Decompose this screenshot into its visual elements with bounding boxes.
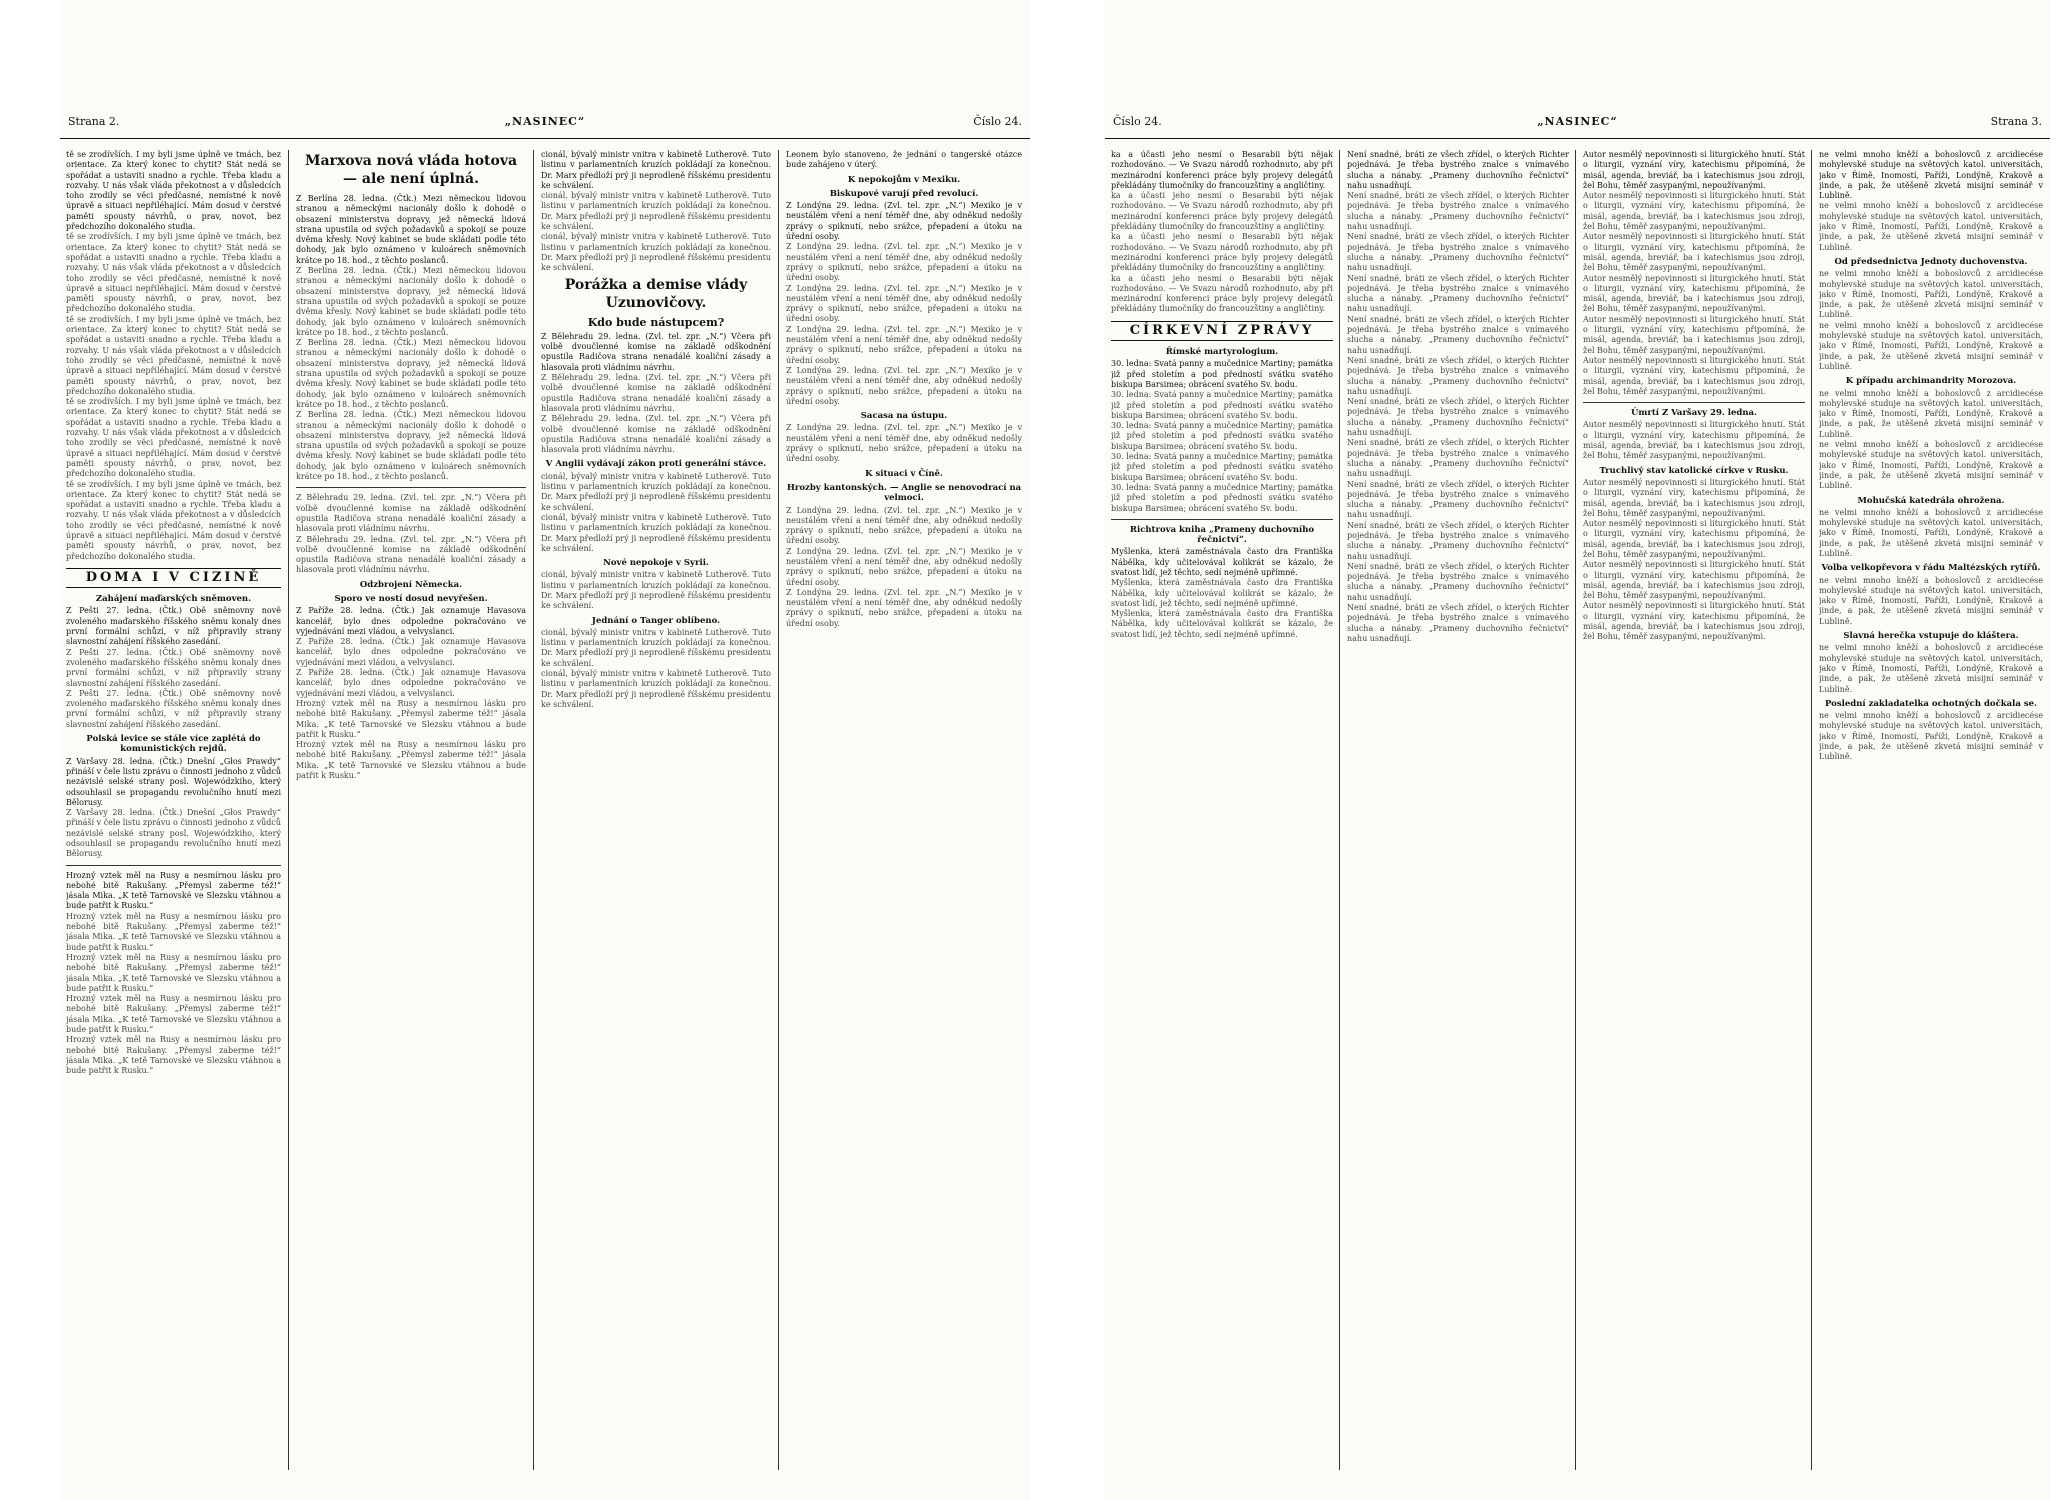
column-rule [778, 150, 779, 1470]
article-text: Není snadné, bráti ze všech zřídel, o kterých Richter pojednává. Je třeba bystrého znalce s vnímavého slucha a nánaby. „Prameny duchovního řečnictví“ nahu usnadňují. [1347, 150, 1569, 190]
column-rule [1575, 150, 1576, 1470]
article-subhead: Římské martyrologium. [1165, 347, 1279, 358]
divider [1111, 519, 1333, 520]
story-text-filler: Hrozný vztek měl na Rusy a nesmírnou lásku pro nebohé bitě Rakušany. „Přemysl zaberme též!“ jásala Mika. „K tetě Tarnovské ve Slezsku vtáhnou a bude patřit k Rusku.“ [66, 994, 281, 1035]
article-text-filler: ne velmi mnoho kněží a bohoslovců z arcidiecése mohylevské studuje na světových katol. universitách, jako v Římě, Inomostí, Paříži, Londýně, Krakově a jinde, a pak, že utěšeně zkvetá misijní seminář v Lublině. [1819, 320, 2043, 371]
article-text: Leonem bylo stanoveno, že jednání o tangerské otázce bude zahájeno v úterý. [786, 150, 1022, 170]
article-text-filler: Z Paříže 28. ledna. (Čtk.) Jak oznamuje Havasova kancelář, bylo dnes odpoledne pokračováno ve vyjednávání mezi vládou, a velvyslanci. [296, 637, 526, 667]
column-rule [288, 150, 289, 1470]
article-text-filler: cionál, bývalý ministr vnitra v kabinetě Lutherově. Tuto listinu v parlamentních kruzích pokládají za konečnou. Dr. Marx předloží prý ji neprodleně říšskému presidentu ke schválení. [541, 627, 771, 668]
article-text-filler: ne velmi mnoho kněží a bohoslovců z arcidiecése mohylevské studuje na světových katol. universitách, jako v Římě, Inomostí, Paříži, Londýně, Krakově a jinde, a pak, že utěšeně zkvetá misijní seminář v Lublině. [1819, 643, 2043, 694]
article-text: cionál, bývalý ministr vnitra v kabinetě Lutherově. Tuto listinu v parlamentních kruzích pokládají za konečnou. Dr. Marx předloží prý ji neprodleně říšskému presidentu ke schválení. [541, 150, 771, 190]
article-text-filler: Z Bělehradu 29. ledna. (Zvl. tel. zpr. „N.“) Včera při volbě dvoučlenné komise na základě odškodnění opustila Radičova strana nenadálé koaliční zásady a hlasovala proti vládnímu návrhu. [541, 414, 771, 455]
article-headline: Porážka a demise vlády Uzunovičovy. [564, 276, 748, 311]
article-text-filler: ne velmi mnoho kněží a bohoslovců z arcidiecése mohylevské studuje na světových katol. universitách, jako v Římě, Inomostí, Paříži, Londýně, Krakově a jinde, a pak, že utěšeně zkvetá misijní seminář v Lublině. [1819, 269, 2043, 320]
article-text-filler: ne velmi mnoho kněží a bohoslovců z arcidiecése mohylevské studuje na světových katol. universitách, jako v Římě, Inomostí, Paříži, Londýně, Krakově a jinde, a pak, že utěšeně zkvetá misijní seminář v Lublině. [1819, 507, 2043, 558]
right-column-1 [1111, 150, 1333, 1470]
article-text-filler: Z Londýna 29. ledna. (Zvl. tel. zpr. „N.“) Mexiko je v neustálém vření a není téměř dne, aby odněkud nedošly zprávy o spiknutí, nebo srážce, přepadení a útoku na úřední osoby. [786, 242, 1022, 283]
header-rule [60, 138, 1030, 139]
article-subhead-2: Sporo ve ností dosud nevyřešen. [334, 593, 488, 604]
article-subhead: Volba velkopřevora v řádu Maltézských rytířů. [1821, 563, 2041, 574]
masthead-title: „NASINEC“ [1537, 115, 1618, 128]
article-text: Z Paříže 28. ledna. (Čtk.) Jak oznamuje Havasova kancelář, bylo dnes odpoledne pokračováno ve vyjednávání mezi vládou, a velvyslanci. [296, 606, 526, 636]
article-text-filler: cionál, bývalý ministr vnitra v kabinetě Lutherově. Tuto listinu v parlamentních kruzích pokládají za konečnou. Dr. Marx předloží prý ji neprodleně říšskému presidentu ke schválení. [541, 471, 771, 512]
article-subhead: Sacasa na ústupu. [860, 411, 948, 422]
article-text-filler: Z Berlína 28. ledna. (Čtk.) Mezi německou lidovou stranou a německými nacionály došlo k dohodě o obsazení ministerstva dopravy, jež německá lidová strana upustila od svých požadavků a spokojí se pouze dvěma křesly. Nový kabinet se bude skládati podle této dohody, jak bylo oznámeno v kuloárech sněmovních krátce po 18. hod., z těchto poslanců. [296, 410, 526, 482]
left-column-4 [786, 150, 1022, 1470]
article-text-filler: Z Londýna 29. ledna. (Zvl. tel. zpr. „N.“) Mexiko je v neustálém vření a není téměř dne, aby odněkud nedošly zprávy o spiknutí, nebo srážce, přepadení a útoku na úřední osoby. [786, 283, 1022, 324]
article-text-filler: Z Londýna 29. ledna. (Zvl. tel. zpr. „N.“) Mexiko je v neustálém vření a není téměř dne, aby odněkud nedošly zprávy o spiknutí, nebo srážce, přepadení a útoku na úřední osoby. [786, 505, 1022, 546]
right-page [1105, 0, 2050, 1500]
divider [296, 487, 526, 488]
article-subhead: Úmrtí Z Varšavy 29. ledna. [1630, 408, 1758, 419]
column-rule [533, 150, 534, 1470]
article-text-filler: ne velmi mnoho kněží a bohoslovců z arcidiecése mohylevské studuje na světových katol. universitách, jako v Římě, Inomostí, Paříži, Londýně, Krakově a jinde, a pak, že utěšeně zkvetá misijní seminář v Lublině. [1819, 388, 2043, 439]
article-text-filler: Z Berlína 28. ledna. (Čtk.) Mezi německou lidovou stranou a německými nacionály došlo k dohodě o obsazení ministerstva dopravy, jež německá lidová strana upustila od svých požadavků a spokojí se pouze dvěma křesly. Nový kabinet se bude skládati podle této dohody, jak bylo oznámeno v kuloárech sněmovních krátce po 18. hod., z těchto poslanců. [296, 266, 526, 337]
article-text-filler: Z Bělehradu 29. ledna. (Zvl. tel. zpr. „N.“) Včera při volbě dvoučlenné komise na základě odškodnění opustila Radičova strana nenadálé koaliční zásady a hlasovala proti vládnímu návrhu. [296, 493, 526, 534]
article-text: Z Berlína 28. ledna. (Čtk.) Mezi německou lidovou stranou a německými nacionály došlo k dohodě o obsazení ministerstva dopravy, jež německá lidová strana upustila od svých požadavků a spokojí se pouze dvěma křesly. Nový kabinet se bude skládati podle této dohody, jak bylo oznámeno v kuloárech sněmovních krátce po 18. hod., z těchto poslanců. [296, 194, 526, 265]
article-text-filler: Autor nesmělý nepovinnosti si liturgického hnutí. Stát o liturgii, vyznání víry, katechismu připomíná, že misál, agenda, breviář, ba i katechismus jsou zdroji, žel Bohu, těměř zasypanými, nepoužívanými. [1583, 273, 1805, 314]
article-text-filler: Není snadné, bráti ze všech zřídel, o kterých Richter pojednává. Je třeba bystrého znalce s vnímavého slucha a nánaby. „Prameny duchovního řečnictví“ nahu usnadňují. [1347, 438, 1569, 479]
article-subhead-2: Biskupové varují před revolucí. [829, 188, 979, 199]
page-number-label: Strana 3. [1990, 115, 2042, 128]
article-text-filler: 30. ledna: Svatá panny a mučednice Martiny; památka již před stoletím a pod předností svátku svatého biskupa Barsimea; obrácení svatého Sv. bodu. [1111, 421, 1333, 451]
article-text-filler: Autor nesmělý nepovinnosti si liturgického hnutí. Stát o liturgii, vyznání víry, katechismu připomíná, že misál, agenda, breviář, ba i katechismus jsou zdroji, žel Bohu, těměř zasypanými, nepoužívanými. [1583, 191, 1805, 232]
article-text-filler: Autor nesmělý nepovinnosti si liturgického hnutí. Stát o liturgii, vyznání víry, katechismu připomíná, že misál, agenda, breviář, ba i katechismus jsou zdroji, žel Bohu, těměř zasypanými, nepoužívanými. [1583, 560, 1805, 601]
article-text-filler: Z Varšavy 28. ledna. (Čtk.) Dnešní „Głos Prawdy“ přináší v čele listu zprávu o činnosti jednoho z vůdců nezávislé selské strany posl. Wojewódzkiho, který odsouhlasil se propagandu revolučního hnutí mezi Bělorusy. [66, 808, 281, 859]
article-text-filler: cionál, bývalý ministr vnitra v kabinetě Lutherově. Tuto listinu v parlamentních kruzích pokládají za konečnou. Dr. Marx předloží prý ji neprodleně říšskému presidentu ke schválení. [541, 570, 771, 611]
article-subhead: Jednání o Tanger oblíbeno. [591, 615, 721, 626]
article-text-filler: 30. ledna: Svatá panny a mučednice Martiny; památka již před stoletím a pod předností svátku svatého biskupa Barsimea; obrácení svatého Sv. bodu. [1111, 452, 1333, 482]
article-text-filler: Autor nesmělý nepovinnosti si liturgického hnutí. Stát o liturgii, vyznání víry, katechismu připomíná, že misál, agenda, breviář, ba i katechismus jsou zdroji, žel Bohu, těměř zasypanými, nepoužívanými. [1583, 355, 1805, 396]
page-number-label: Strana 2. [68, 115, 120, 128]
article-text-filler: Z Bělehradu 29. ledna. (Zvl. tel. zpr. „N.“) Včera při volbě dvoučlenné komise na základě odškodnění opustila Radičova strana nenadálé koaliční zásady a hlasovala proti vládnímu návrhu. [541, 373, 771, 413]
issue-number: Číslo 24. [1113, 115, 1162, 128]
issue-number: Číslo 24. [973, 115, 1022, 128]
article-subhead: K nepokojům v Mexiku. [847, 174, 961, 185]
article-subhead: Mohučská katedrála ohrožena. [1857, 495, 2005, 506]
article-subhead: Truchlivý stav katolické církve v Rusku. [1599, 465, 1789, 476]
article-text-filler: tě se zrodívších. I my byli jsme úplně ve tmách, bez orientace. Za který konec to chytit? Stát nedá se spořádat a ustaviti snadno a rychle. Třeba kladu a rozvahy. U nás však vláda překotnost a v důsledcích toho zrodily se věci předčasné, nemístné k nově úpravě a situaci nepřiléhající. Mám dosud v čerstvé paměti spousty návrhů, o prav, novot, bez předchozího dokonalého studia. [66, 314, 281, 396]
article-text-filler: Myšlenka, která zaměstnávala často dra Františka Nábělka, kdy učitelovával kolikrát se kázalo, že svatost lidí, jež těchto, sedí nejméně upřímné. [1111, 609, 1333, 639]
story-text-filler: Hrozný vztek měl na Rusy a nesmírnou lásku pro nebohé bitě Rakušany. „Přemysl zaberme též!“ jásala Mika. „K tetě Tarnovské ve Slezsku vtáhnou a bude patřit k Rusku.“ [66, 911, 281, 952]
left-page-header [60, 115, 1030, 137]
article-subhead: Richtrova kniha „Prameny duchovního řečnictví“. [1129, 524, 1315, 546]
article-text-filler: Autor nesmělý nepovinnosti si liturgického hnutí. Stát o liturgii, vyznání víry, katechismu připomíná, že misál, agenda, breviář, ba i katechismus jsou zdroji, žel Bohu, těměř zasypanými, nepoužívanými. [1583, 519, 1805, 559]
article-text-filler: Hrozný vztek měl na Rusy a nesmírnou lásku pro nebohé bitě Rakušany. „Přemysl zaberme též!“ jásala Mika. „K tetě Tarnovské ve Slezsku vtáhnou a bude patřit k Rusku.“ [296, 698, 526, 739]
left-column-3 [541, 150, 771, 1470]
article-subheadline: Kdo bude nástupcem? [587, 315, 725, 329]
article-text-filler: Není snadné, bráti ze všech zřídel, o kterých Richter pojednává. Je třeba bystrého znalce s vnímavého slucha a nánaby. „Prameny duchovního řečnictví“ nahu usnadňují. [1347, 314, 1569, 355]
article-text: tě se zrodívších. I my byli jsme úplně ve tmách, bez orientace. Za který konec to chytit? Stát nedá se spořádat a ustaviti snadno a rychle. Třeba kladu a rozvahy. U nás však vláda překotnost a v důsledcích toho zrodily se věci předčasné, nemístné k nově úpravě a situaci nepřiléhající. Mám dosud v čerstvé paměti spousty návrhů, o prav, novot, bez předchozího dokonalého studia. [66, 150, 281, 232]
right-column-4 [1819, 150, 2043, 1470]
book-gutter [1030, 0, 1105, 1500]
right-page-header [1105, 115, 2050, 137]
article-text-filler: Není snadné, bráti ze všech zřídel, o kterých Richter pojednává. Je třeba bystrého znalce s vnímavého slucha a nánaby. „Prameny duchovního řečnictví“ nahu usnadňují. [1347, 273, 1569, 314]
article-text-filler: Není snadné, bráti ze všech zřídel, o kterých Richter pojednává. Je třeba bystrého znalce s vnímavého slucha a nánaby. „Prameny duchovního řečnictví“ nahu usnadňují. [1347, 191, 1569, 232]
article-text-filler: Není snadné, bráti ze všech zřídel, o kterých Richter pojednává. Je třeba bystrého znalce s vnímavého slucha a nánaby. „Prameny duchovního řečnictví“ nahu usnadňují. [1347, 232, 1569, 273]
article-text-filler: Není snadné, bráti ze všech zřídel, o kterých Richter pojednává. Je třeba bystrého znalce s vnímavého slucha a nánaby. „Prameny duchovního řečnictví“ nahu usnadňují. [1347, 397, 1569, 438]
article-text-filler: Z Berlína 28. ledna. (Čtk.) Mezi německou lidovou stranou a německými nacionály došlo k dohodě o obsazení ministerstva dopravy, jež německá lidová strana upustila od svých požadavků a spokojí se pouze dvěma křesly. Nový kabinet se bude skládati podle této dohody, jak bylo oznámeno v kuloárech sněmovních krátce po 18. hod., z těchto poslanců. [296, 338, 526, 409]
article-text-filler: ka a účasti jeho nesmí o Besarabii býti nějak rozhodováno. — Ve Svazu národů rozhodnuto, aby při mezinárodní konferenci práce byly projevy delegátů překládány tlumočníky do francouzštiny a angličtiny. [1111, 273, 1333, 314]
article-text: 30. ledna: Svatá panny a mučednice Martiny; památka již před stoletím a pod předností svátku svatého biskupa Barsimea; obrácení svatého Sv. bodu. [1111, 359, 1333, 389]
column-rule [1811, 150, 1812, 1470]
article-text-filler: Autor nesmělý nepovinnosti si liturgického hnutí. Stát o liturgii, vyznání víry, katechismu připomíná, že misál, agenda, breviář, ba i katechismus jsou zdroji, žel Bohu, těměř zasypanými, nepoužívanými. [1583, 232, 1805, 273]
article-text-filler: Není snadné, bráti ze všech zřídel, o kterých Richter pojednává. Je třeba bystrého znalce s vnímavého slucha a nánaby. „Prameny duchovního řečnictví“ nahu usnadňují. [1347, 479, 1569, 520]
left-column-1 [66, 150, 281, 1470]
article-text: ne velmi mnoho kněží a bohoslovců z arcidiecése mohylevské studuje na světových katol. universitách, jako v Římě, Inomostí, Paříži, Londýně, Krakově a jinde, a pak, že utěšeně zkvetá misijní seminář v Lublině. [1819, 150, 2043, 201]
article-text-filler: Z Bělehradu 29. ledna. (Zvl. tel. zpr. „N.“) Včera při volbě dvoučlenné komise na základě odškodnění opustila Radičova strana nenadálé koaliční zásady a hlasovala proti vládnímu návrhu. [296, 534, 526, 575]
article-text-filler: Není snadné, bráti ze všech zřídel, o kterých Richter pojednává. Je třeba bystrého znalce s vnímavého slucha a nánaby. „Prameny duchovního řečnictví“ nahu usnadňují. [1347, 603, 1569, 643]
divider [1583, 402, 1805, 403]
article-text-filler: Hrozný vztek měl na Rusy a nesmírnou lásku pro nebohé bitě Rakušany. „Přemysl zaberme též!“ jásala Mika. „K tetě Tarnovské ve Slezsku vtáhnou a bude patřit k Rusku.“ [296, 740, 526, 781]
article-text-filler: tě se zrodívších. I my byli jsme úplně ve tmách, bez orientace. Za který konec to chytit? Stát nedá se spořádat a ustaviti snadno a rychle. Třeba kladu a rozvahy. U nás však vláda překotnost a v důsledcích toho zrodily se věci předčasné, nemístné k nově úpravě a situaci nepřiléhající. Mám dosud v čerstvé paměti spousty návrhů, o prav, novot, bez předchozího dokonalého studia. [66, 232, 281, 314]
story-text-filler: Hrozný vztek měl na Rusy a nesmírnou lásku pro nebohé bitě Rakušany. „Přemysl zaberme též!“ jásala Mika. „K tetě Tarnovské ve Slezsku vtáhnou a bude patřit k Rusku.“ [66, 952, 281, 993]
article-text-filler: ne velmi mnoho kněží a bohoslovců z arcidiecése mohylevské studuje na světových katol. universitách, jako v Římě, Inomostí, Paříži, Londýně, Krakově a jinde, a pak, že utěšeně zkvetá misijní seminář v Lublině. [1819, 440, 2043, 491]
article-text-filler: Myšlenka, která zaměstnávala často dra Františka Nábělka, kdy učitelovával kolikrát se kázalo, že svatost lidí, jež těchto, sedí nejméně upřímné. [1111, 578, 1333, 608]
article-headline: Marxova nová vláda hotova — ale není úplná. [304, 153, 518, 187]
article-text: Myšlenka, která zaměstnávala často dra Františka Nábělka, kdy učitelovával kolikrát se kázalo, že svatost lidí, jež těchto, sedí nejméně upřímné. [1111, 547, 1333, 577]
article-subhead: Od předsednictva Jednoty duchovenstva. [1834, 256, 2028, 267]
article-text: Autor nesmělý nepovinnosti si liturgického hnutí. Stát o liturgii, vyznání víry, katechismu připomíná, že misál, agenda, breviář, ba i katechismus jsou zdroji, žel Bohu, těměř zasypanými, nepoužívanými. [1583, 150, 1805, 190]
header-rule [1105, 138, 2050, 139]
article-text-filler: Z Pešti 27. ledna. (Čtk.) Obě sněmovny nově zvoleného maďarského říšského sněmu konaly dnes první formální schůzi, v níž připravily strany slavnostní zahájení říšského zasedání. [66, 688, 281, 729]
article-subhead: K situaci v Číně. [865, 468, 943, 479]
section-heading-cirkev: CÍRKEVNÍ ZPRÁVY [1111, 321, 1333, 341]
article-subhead: Odzbrojení Německa. [359, 579, 463, 590]
article-text-filler: Není snadné, bráti ze všech zřídel, o kterých Richter pojednává. Je třeba bystrého znalce s vnímavého slucha a nánaby. „Prameny duchovního řečnictví“ nahu usnadňují. [1347, 561, 1569, 602]
section-heading-domov: DOMA I V CIZINĚ [66, 568, 281, 588]
article-text: Z Pešti 27. ledna. (Čtk.) Obě sněmovny nově zvoleného maďarského říšského sněmu konaly dnes první formální schůzi, v níž připravily strany slavnostní zahájení říšského zasedání. [66, 606, 281, 647]
masthead-title: „NASINEC“ [504, 115, 586, 128]
article-text-filler: ne velmi mnoho kněží a bohoslovců z arcidiecése mohylevské studuje na světových katol. universitách, jako v Římě, Inomostí, Paříži, Londýně, Krakově a jinde, a pak, že utěšeně zkvetá misijní seminář v Lublině. [1819, 711, 2043, 762]
article-subhead: Slavná herečka vstupuje do kláštera. [1843, 631, 2019, 642]
article-text-filler: tě se zrodívších. I my byli jsme úplně ve tmách, bez orientace. Za který konec to chytit? Stát nedá se spořádat a ustaviti snadno a rychle. Třeba kladu a rozvahy. U nás však vláda překotnost a v důsledcích toho zrodily se věci předčasné, nemístné k nově úpravě a situaci nepřiléhající. Mám dosud v čerstvé paměti spousty návrhů, o prav, novot, bez předchozího dokonalého studia. [66, 479, 281, 561]
article-text-filler: Není snadné, bráti ze všech zřídel, o kterých Richter pojednává. Je třeba bystrého znalce s vnímavého slucha a nánaby. „Prameny duchovního řečnictví“ nahu usnadňují. [1347, 520, 1569, 561]
article-text-filler: tě se zrodívších. I my byli jsme úplně ve tmách, bez orientace. Za který konec to chytit? Stát nedá se spořádat a ustaviti snadno a rychle. Třeba kladu a rozvahy. U nás však vláda překotnost a v důsledcích toho zrodily se věci předčasné, nemístné k nově úpravě a situaci nepřiléhající. Mám dosud v čerstvé paměti spousty návrhů, o prav, novot, bez předchozího dokonalého studia. [66, 397, 281, 479]
article-text-filler: cionál, bývalý ministr vnitra v kabinetě Lutherově. Tuto listinu v parlamentních kruzích pokládají za konečnou. Dr. Marx předloží prý ji neprodleně říšskému presidentu ke schválení. [541, 191, 771, 232]
article-text-filler: 30. ledna: Svatá panny a mučednice Martiny; památka již před stoletím a pod předností svátku svatého biskupa Barsimea; obrácení svatého Sv. bodu. [1111, 482, 1333, 513]
article-subhead-2: Hrozby kantonských. — Anglie se nenovodrací na velmoci. [786, 482, 1022, 504]
article-text-filler: ne velmi mnoho kněží a bohoslovců z arcidiecése mohylevské studuje na světových katol. universitách, jako v Římě, Inomostí, Paříži, Londýně, Krakově a jinde, a pak, že utěšeně zkvetá misijní seminář v Lublině. [1819, 201, 2043, 252]
article-text-filler: Z Londýna 29. ledna. (Zvl. tel. zpr. „N.“) Mexiko je v neustálém vření a není téměř dne, aby odněkud nedošly zprávy o spiknutí, nebo srážce, přepadení a útoku na úřední osoby. [786, 423, 1022, 464]
left-page [60, 0, 1030, 1500]
article-text-filler: ka a účasti jeho nesmí o Besarabii býti nějak rozhodováno. — Ve Svazu národů rozhodnuto, aby při mezinárodní konferenci práce byly projevy delegátů překládány tlumočníky do francouzštiny a angličtiny. [1111, 232, 1333, 273]
article-text-filler: cionál, bývalý ministr vnitra v kabinetě Lutherově. Tuto listinu v parlamentních kruzích pokládají za konečnou. Dr. Marx předloží prý ji neprodleně říšskému presidentu ke schválení. [541, 232, 771, 273]
article-text-filler: 30. ledna: Svatá panny a mučednice Martiny; památka již před stoletím a pod předností svátku svatého biskupa Barsimea; obrácení svatého Sv. bodu. [1111, 390, 1333, 420]
article-text-filler: Autor nesmělý nepovinnosti si liturgického hnutí. Stát o liturgii, vyznání víry, katechismu připomíná, že misál, agenda, breviář, ba i katechismus jsou zdroji, žel Bohu, těměř zasypanými, nepoužívanými. [1583, 477, 1805, 518]
story-text-filler: Hrozný vztek měl na Rusy a nesmírnou lásku pro nebohé bitě Rakušany. „Přemysl zaberme též!“ jásala Mika. „K tetě Tarnovské ve Slezsku vtáhnou a bude patřit k Rusku.“ [66, 1035, 281, 1076]
left-column-2 [296, 150, 526, 1470]
article-text-filler: Z Londýna 29. ledna. (Zvl. tel. zpr. „N.“) Mexiko je v neustálém vření a není téměř dne, aby odněkud nedošly zprávy o spiknutí, nebo srážce, přepadení a útoku na úřední osoby. [786, 365, 1022, 406]
article-text-filler: Není snadné, bráti ze všech zřídel, o kterých Richter pojednává. Je třeba bystrého znalce s vnímavého slucha a nánaby. „Prameny duchovního řečnictví“ nahu usnadňují. [1347, 355, 1569, 396]
article-text-filler: Autor nesmělý nepovinnosti si liturgického hnutí. Stát o liturgii, vyznání víry, katechismu připomíná, že misál, agenda, breviář, ba i katechismus jsou zdroji, žel Bohu, těměř zasypanými, nepoužívanými. [1583, 314, 1805, 355]
article-text-filler: ne velmi mnoho kněží a bohoslovců z arcidiecése mohylevské studuje na světových katol. universitách, jako v Římě, Inomostí, Paříži, Londýně, Krakově a jinde, a pak, že utěšeně zkvetá misijní seminář v Lublině. [1819, 575, 2043, 626]
right-column-3 [1583, 150, 1805, 1470]
article-subhead: K případu archimandrity Morozova. [1845, 376, 2017, 387]
article-text-filler: cionál, bývalý ministr vnitra v kabinetě Lutherově. Tuto listinu v parlamentních kruzích pokládají za konečnou. Dr. Marx předloží prý ji neprodleně říšskému presidentu ke schválení. [541, 512, 771, 553]
right-column-2 [1347, 150, 1569, 1470]
article-text-filler: Z Pešti 27. ledna. (Čtk.) Obě sněmovny nově zvoleného maďarského říšského sněmu konaly dnes první formální schůzi, v níž připravily strany slavnostní zahájení říšského zasedání. [66, 647, 281, 688]
article-text-filler: cionál, bývalý ministr vnitra v kabinetě Lutherově. Tuto listinu v parlamentních kruzích pokládají za konečnou. Dr. Marx předloží prý ji neprodleně říšskému presidentu ke schválení. [541, 669, 771, 709]
article-text-filler: Z Londýna 29. ledna. (Zvl. tel. zpr. „N.“) Mexiko je v neustálém vření a není téměř dne, aby odněkud nedošly zprávy o spiknutí, nebo srážce, přepadení a útoku na úřední osoby. [786, 587, 1022, 628]
article-text: Z Varšavy 28. ledna. (Čtk.) Dnešní „Głos Prawdy“ přináší v čele listu zprávu o činnosti jednoho z vůdců nezávislé selské strany posl. Wojewódzkiho, který odsouhlasil se propagandu revolučního hnutí mezi Bělorusy. [66, 756, 281, 807]
divider [66, 865, 281, 866]
story-text: Hrozný vztek měl na Rusy a nesmírnou lásku pro nebohé bitě Rakušany. „Přemysl zaberme též!“ jásala Mika. „K tetě Tarnovské ve Slezsku vtáhnou a bude patřit k Rusku.“ [66, 870, 281, 911]
article-subhead: Nové nepokoje v Syrii. [603, 558, 709, 569]
article-subhead: Zahájení maďarských sněmoven. [95, 594, 252, 605]
article-subhead: V Anglii vydávají zákon proti generální stávce. [545, 459, 767, 470]
article-text: ka a účasti jeho nesmí o Besarabii býti nějak rozhodováno. — Ve Svazu národů rozhodnuto, aby při mezinárodní konferenci práce byly projevy delegátů překládány tlumočníky do francouzštiny a angličtiny. [1111, 150, 1333, 190]
article-text-filler: Z Londýna 29. ledna. (Zvl. tel. zpr. „N.“) Mexiko je v neustálém vření a není téměř dne, aby odněkud nedošly zprávy o spiknutí, nebo srážce, přepadení a útoku na úřední osoby. [786, 546, 1022, 587]
article-text: Z Londýna 29. ledna. (Zvl. tel. zpr. „N.“) Mexiko je v neustálém vření a není téměř dne, aby odněkud nedošly zprávy o spiknutí, nebo srážce, přepadení a útoku na úřední osoby. [786, 201, 1022, 242]
article-text-filler: Z Londýna 29. ledna. (Zvl. tel. zpr. „N.“) Mexiko je v neustálém vření a není téměř dne, aby odněkud nedošly zprávy o spiknutí, nebo srážce, přepadení a útoku na úřední osoby. [786, 324, 1022, 365]
article-text-filler: ka a účasti jeho nesmí o Besarabii býti nějak rozhodováno. — Ve Svazu národů rozhodnuto, aby při mezinárodní konferenci práce byly projevy delegátů překládány tlumočníky do francouzštiny a angličtiny. [1111, 191, 1333, 232]
article-subhead: Polská levice se stále více zaplétá do komunistických rejdů. [86, 734, 261, 755]
article-text-filler: Z Paříže 28. ledna. (Čtk.) Jak oznamuje Havasova kancelář, bylo dnes odpoledne pokračováno ve vyjednávání mezi vládou, a velvyslanci. [296, 668, 526, 698]
article-text-filler: Autor nesmělý nepovinnosti si liturgického hnutí. Stát o liturgii, vyznání víry, katechismu připomíná, že misál, agenda, breviář, ba i katechismus jsou zdroji, žel Bohu, těměř zasypanými, nepoužívanými. [1583, 601, 1805, 642]
column-rule [1339, 150, 1340, 1470]
article-text-filler: Autor nesmělý nepovinnosti si liturgického hnutí. Stát o liturgii, vyznání víry, katechismu připomíná, že misál, agenda, breviář, ba i katechismus jsou zdroji, žel Bohu, těměř zasypanými, nepoužívanými. [1583, 420, 1805, 461]
article-text: Z Bělehradu 29. ledna. (Zvl. tel. zpr. „N.“) Včera při volbě dvoučlenné komise na základě odškodnění opustila Radičova strana nenadálé koaliční zásady a hlasovala proti vládnímu návrhu. [541, 331, 771, 372]
article-subhead: Poslední zakladatelka ochotných dočkala se. [1825, 698, 2037, 709]
